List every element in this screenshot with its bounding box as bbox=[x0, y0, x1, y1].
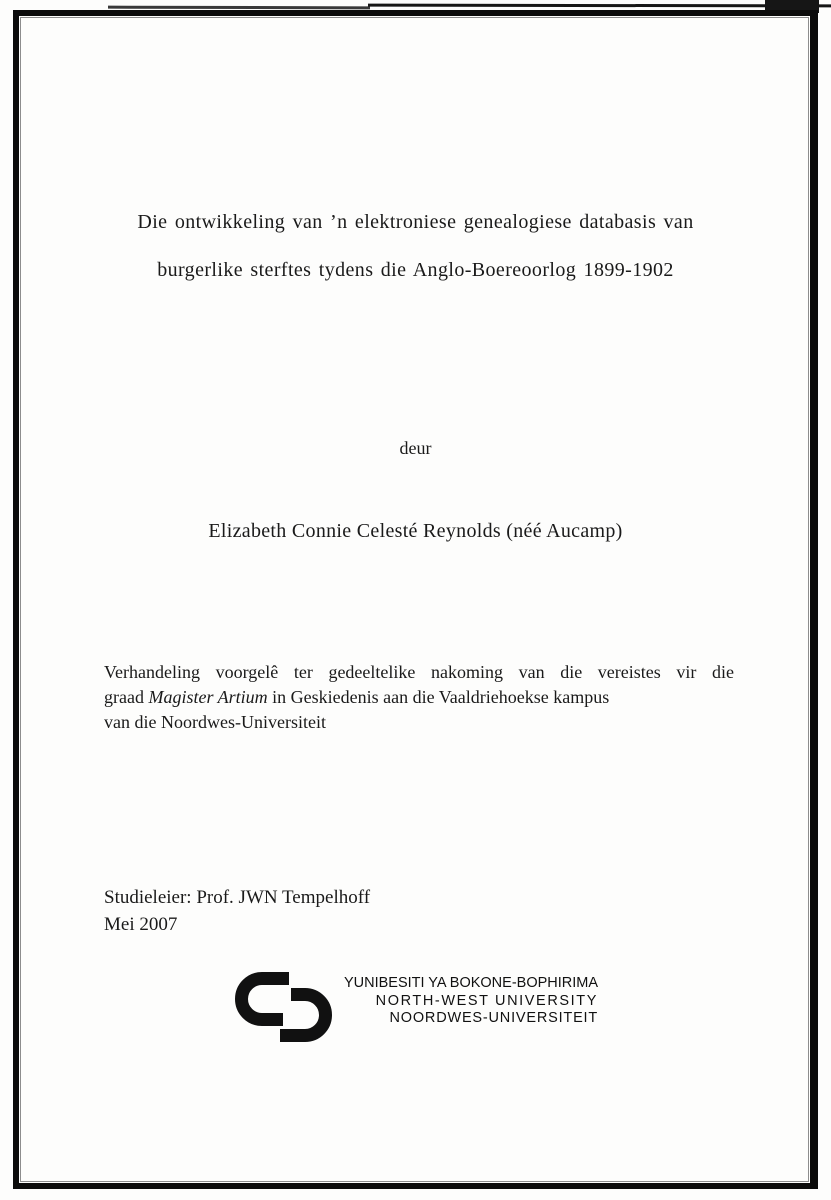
university-logo bbox=[0, 972, 831, 1042]
supervisor-name: Studieleier: Prof. JWN Tempelhoff bbox=[104, 887, 371, 908]
author-name: Elizabeth Connie Celesté Reynolds (néé Aucamp) bbox=[208, 520, 623, 542]
degree-statement-line-2 bbox=[104, 685, 734, 710]
thesis-title-line-2: burgerlike sterftes tydens die Anglo-Boereoorlog 1899-1902 bbox=[157, 259, 674, 281]
degree-statement-line-2-prefix: graad bbox=[104, 687, 149, 707]
byline-deur: deur bbox=[399, 438, 432, 458]
degree-statement-line-1: Verhandeling voorgelê ter gedeeltelike nakoming van die vereistes vir die bbox=[104, 662, 734, 682]
thesis-title bbox=[0, 198, 831, 294]
logo-line-setswana: YUNIBESITI YA BOKONE-BOPHIRIMA bbox=[343, 975, 599, 991]
thesis-title-line-1: Die ontwikkeling van ’n elektroniese genealogiese databasis van bbox=[137, 211, 694, 233]
submission-date: Mei 2007 bbox=[104, 914, 178, 935]
university-logo-text bbox=[344, 975, 598, 1028]
logo-line-english: NORTH-WEST UNIVERSITY bbox=[375, 992, 599, 1009]
degree-statement-line-2-suffix: in Geskiedenis aan die Vaaldriehoekse kampus bbox=[267, 687, 610, 707]
degree-statement bbox=[104, 660, 734, 735]
degree-name-italic: Magister Artium bbox=[148, 687, 268, 707]
degree-statement-line-3: van die Noordwes-Universiteit bbox=[104, 712, 326, 732]
nwu-logo-icon bbox=[233, 972, 339, 1042]
logo-line-afrikaans: NOORDWES-UNIVERSITEIT bbox=[389, 1010, 599, 1026]
supervisor-block bbox=[104, 884, 370, 938]
